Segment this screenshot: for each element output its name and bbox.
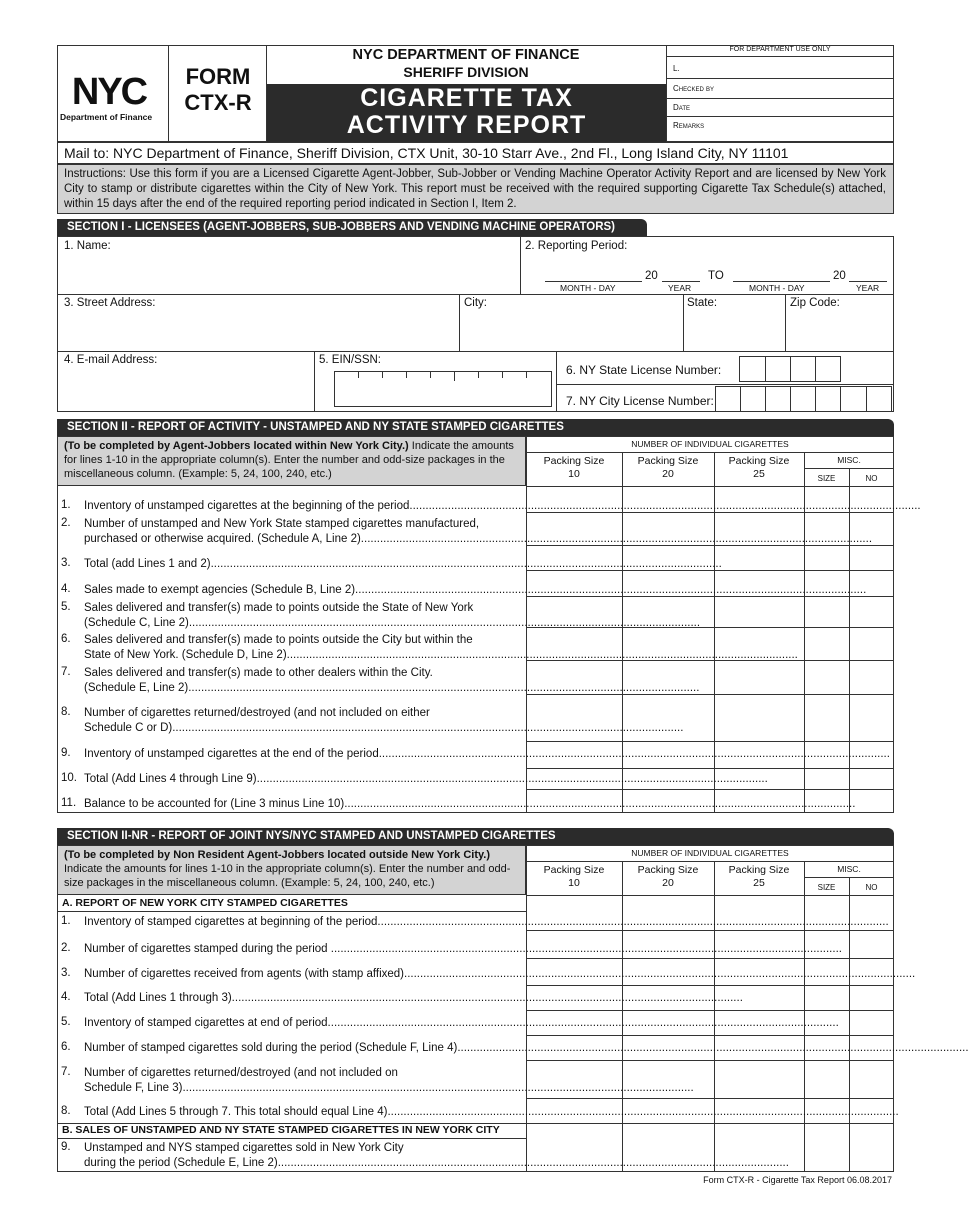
email-label[interactable]: 4. E-mail Address: [64, 354, 158, 366]
section2-col-header-1: Packing Size 10 [543, 455, 605, 480]
nyc-logo [60, 71, 166, 122]
section2-line-text: Sales made to exempt agencies (Schedule B, Line 2)................................................................................................................................................................ [84, 584, 867, 596]
section2nr-b-line-text-cont: during the period (Schedule E, Line 2)................................................................................................................................................................ [84, 1157, 789, 1169]
section2nr-col-header-2: Packing Size 20 [637, 864, 699, 889]
section2nr-a-line-text: Inventory of stamped cigarettes at beginning of the period................................................................................................................................................................ [84, 916, 889, 928]
section2-line-number: 4. [61, 583, 71, 595]
section2-no-header: NO [865, 474, 878, 483]
section2nr-size-header: SIZE [817, 883, 836, 892]
section2-size-header: SIZE [817, 474, 836, 483]
section2-line-text: Number of unstamped and New York State stamped cigarettes manufactured, [84, 518, 480, 530]
ein-input[interactable] [334, 371, 552, 407]
form-title-line2: ACTIVITY REPORT [346, 111, 587, 139]
period-to-20: 20 [833, 270, 846, 282]
city-label[interactable]: City: [464, 297, 487, 309]
section2-col-group-label: NUMBER OF INDIVIDUAL CIGARETTES [631, 439, 789, 449]
dept-use-only-label: FOR DEPARTMENT USE ONLY [729, 46, 831, 53]
section2-line-number: 7. [61, 666, 71, 678]
section2-misc-header: MISC. [837, 455, 861, 465]
section2nr-a-line-text: Total (Add Lines 1 through 3)................................................................................................................................................................ [84, 992, 743, 1004]
section2nr-a-line-number: 8. [61, 1105, 71, 1117]
to-month-day-label: MONTH - DAY [749, 283, 805, 293]
section2nr-a-line-number: 6. [61, 1041, 71, 1053]
section2nr-title: SECTION II-NR - REPORT OF JOINT NYS/NYC STAMPED AND UNSTAMPED CIGARETTES [57, 828, 894, 845]
section2nr-a-line-text: Number of cigarettes received from agents (with stamp affixed)................................................................................................................................................................ [84, 968, 916, 980]
reporting-period-label: 2. Reporting Period: [525, 240, 628, 252]
section2-note-bold: (To be completed by Agent-Jobbers located within New York City.) [64, 440, 409, 452]
section2nr-a-line-number: 7. [61, 1066, 71, 1078]
section2-line-text: Inventory of unstamped cigarettes at the end of the period................................................................................................................................................................ [84, 748, 890, 760]
section2nr-note-bold: (To be completed by Non Resident Agent-Jobbers located outside New York City.) [64, 849, 490, 861]
nyc-logo-mark [60, 71, 158, 113]
section2nr-a-line-number: 3. [61, 967, 71, 979]
section2-line-number: 8. [61, 706, 71, 718]
form-word: FORM [185, 64, 251, 89]
form-title-line1: CIGARETTE TAX [360, 84, 573, 112]
from-year-label: YEAR [668, 283, 692, 293]
section2-col-header-3: Packing Size 25 [728, 455, 790, 480]
section2-line-number: 11. [61, 797, 77, 809]
logo-text: NYC [71, 71, 147, 113]
section2nr-b-line-number: 9. [61, 1141, 71, 1153]
section2-line-number: 5. [61, 601, 71, 613]
dept-field-checked[interactable]: Checked by [673, 84, 715, 93]
dept-field-remarks[interactable]: Remarks [673, 121, 705, 130]
section2-frame [57, 436, 921, 813]
section2nr-a-line-number: 4. [61, 991, 71, 1003]
section2-line-text: Total (add Lines 1 and 2)................................................................................................................................................................ [84, 558, 722, 570]
form-code: CTX-R [184, 90, 252, 115]
ein-label: 5. EIN/SSN: [319, 354, 381, 366]
period-from-20: 20 [645, 270, 658, 282]
section2nr-a-line-text: Number of cigarettes stamped during the period ................................................................................................................................................................ [84, 943, 842, 955]
city-license-label: 7. NY City License Number: [566, 394, 714, 408]
section2-line-number: 9. [61, 747, 71, 759]
dept-name: NYC DEPARTMENT OF FINANCE [352, 47, 580, 63]
section2-line-number: 1. [61, 499, 71, 511]
section2-line-number: 3. [61, 557, 71, 569]
section2nr-a-line-text: Inventory of stamped cigarettes at end of period................................................................................................................................................................ [84, 1017, 839, 1029]
mail-to: Mail to: NYC Department of Finance, Sheriff Division, CTX Unit, 30-10 Starr Ave., 2nd Fl., Long Island City, NY 11101 [64, 145, 789, 161]
subsection-a-title: A. REPORT OF NEW YORK CITY STAMPED CIGARETTES [62, 897, 348, 909]
section2nr-misc-header: MISC. [837, 864, 861, 874]
period-to: TO [708, 270, 724, 282]
section2nr-no-header: NO [865, 883, 878, 892]
section2-line-text-cont: (Schedule E, Line 2)................................................................................................................................................................ [84, 682, 700, 694]
section2-col-header-2: Packing Size 20 [637, 455, 699, 480]
section2-line-text-cont: Schedule C or D)................................................................................................................................................................ [84, 722, 684, 734]
section2nr-note-rest: Indicate the amounts for lines 1-10 in the appropriate column(s). Enter the number and odd-size packages in the miscellaneous column. (Example: 5, 24, 100, 240, etc.) [64, 863, 511, 889]
subsection-b-title: B. SALES OF UNSTAMPED AND NY STATE STAMPED CIGARETTES IN NEW YORK CITY [62, 1124, 500, 1136]
state-label[interactable]: State: [687, 297, 718, 309]
section2nr-b-line-text: Unstamped and NYS stamped cigarettes sold in New York City [84, 1142, 404, 1154]
section2-line-text: Balance to be accounted for (Line 3 minus Line 10)................................................................................................................................................................ [84, 798, 856, 810]
section2-line-text: Sales delivered and transfer(s) made to points outside the City but within the [84, 634, 473, 646]
section2-line-text: Number of cigarettes returned/destroyed (and not included on either [84, 707, 430, 719]
state-license-label: 6. NY State License Number: [566, 363, 722, 377]
section2nr-a-line-number: 1. [61, 915, 71, 927]
section1-title: SECTION I - LICENSEES (AGENT-JOBBERS, SUB-JOBBERS AND VENDING MACHINE OPERATORS) [57, 219, 647, 236]
from-month-day-label: MONTH - DAY [560, 283, 616, 293]
section2nr-a-line-text-cont: Schedule F, Line 3)................................................................................................................................................................ [84, 1082, 694, 1094]
zip-code-label[interactable]: Zip Code: [790, 297, 840, 309]
name-label[interactable]: 1. Name: [64, 240, 111, 252]
section2-line-text-cont: purchased or otherwise acquired. (Schedule A, Line 2)................................................................................................................................................................ [84, 533, 873, 545]
street-address-label[interactable]: 3. Street Address: [64, 297, 156, 309]
section2nr-a-line-number: 5. [61, 1016, 71, 1028]
footer-text: Form CTX-R - Cigarette Tax Report 06.08.2017 [703, 1175, 892, 1185]
section2-line-number: 10. [61, 772, 77, 784]
to-year-label: YEAR [856, 283, 880, 293]
section2nr-a-line-text: Number of stamped cigarettes sold during the period (Schedule F, Line 4)................................................................................................................................................................ [84, 1042, 969, 1054]
section2-line-text: Inventory of unstamped cigarettes at the beginning of the period................................................................................................................................................................ [84, 500, 921, 512]
section2nr-a-line-number: 2. [61, 942, 71, 954]
section2-line-text: Total (Add Lines 4 through Line 9)................................................................................................................................................................ [84, 773, 768, 785]
instructions: Instructions: Use this form if you are a Licensed Cigarette Agent-Jobber, Sub-Jobber or Vending Machine Operator Activity Report and are licensed by New York City to stamp or distribute cigarettes within the City of New York. This report must be received with the required supporting Cigarette Tax Schedule(s) attached, within 15 days after the end of the required reporting period indicated in Section I, Item 2. [64, 168, 886, 210]
section2-line-text: Sales delivered and transfer(s) made to points outside the State of New York [84, 602, 474, 614]
section2-line-number: 6. [61, 633, 71, 645]
section2-line-text-cont: State of New York. (Schedule D, Line 2)................................................................................................................................................................ [84, 649, 798, 661]
dept-field-l[interactable]: L. [673, 64, 680, 73]
section2nr-col-group-label: NUMBER OF INDIVIDUAL CIGARETTES [631, 848, 789, 858]
section2nr-col-header-1: Packing Size 10 [543, 864, 605, 889]
section2-line-number: 2. [61, 517, 71, 529]
section2-note-rest: Indicate the amounts for lines 1-10 in the appropriate column(s). Enter the number and odd-size packages in the miscellaneous column. (Example: 5, 24, 100, 240, etc.) [64, 440, 514, 480]
dept-field-date[interactable]: Date [673, 103, 691, 112]
section2-line-text-cont: (Schedule C, Line 2)................................................................................................................................................................ [84, 617, 701, 629]
section2-line-text: Sales delivered and transfer(s) made to other dealers within the City. [84, 667, 433, 679]
section2nr-col-header-3: Packing Size 25 [728, 864, 790, 889]
section2nr-a-line-text: Total (Add Lines 5 through 7. This total should equal Line 4)................................................................................................................................................................ [84, 1106, 899, 1118]
logo-subtitle: Department of Finance [60, 112, 153, 122]
section2nr-a-line-text: Number of cigarettes returned/destroyed (and not included on [84, 1067, 398, 1079]
section2-title: SECTION II - REPORT OF ACTIVITY - UNSTAMPED AND NY STATE STAMPED CIGARETTES [57, 419, 894, 436]
division-name: SHERIFF DIVISION [403, 64, 529, 80]
